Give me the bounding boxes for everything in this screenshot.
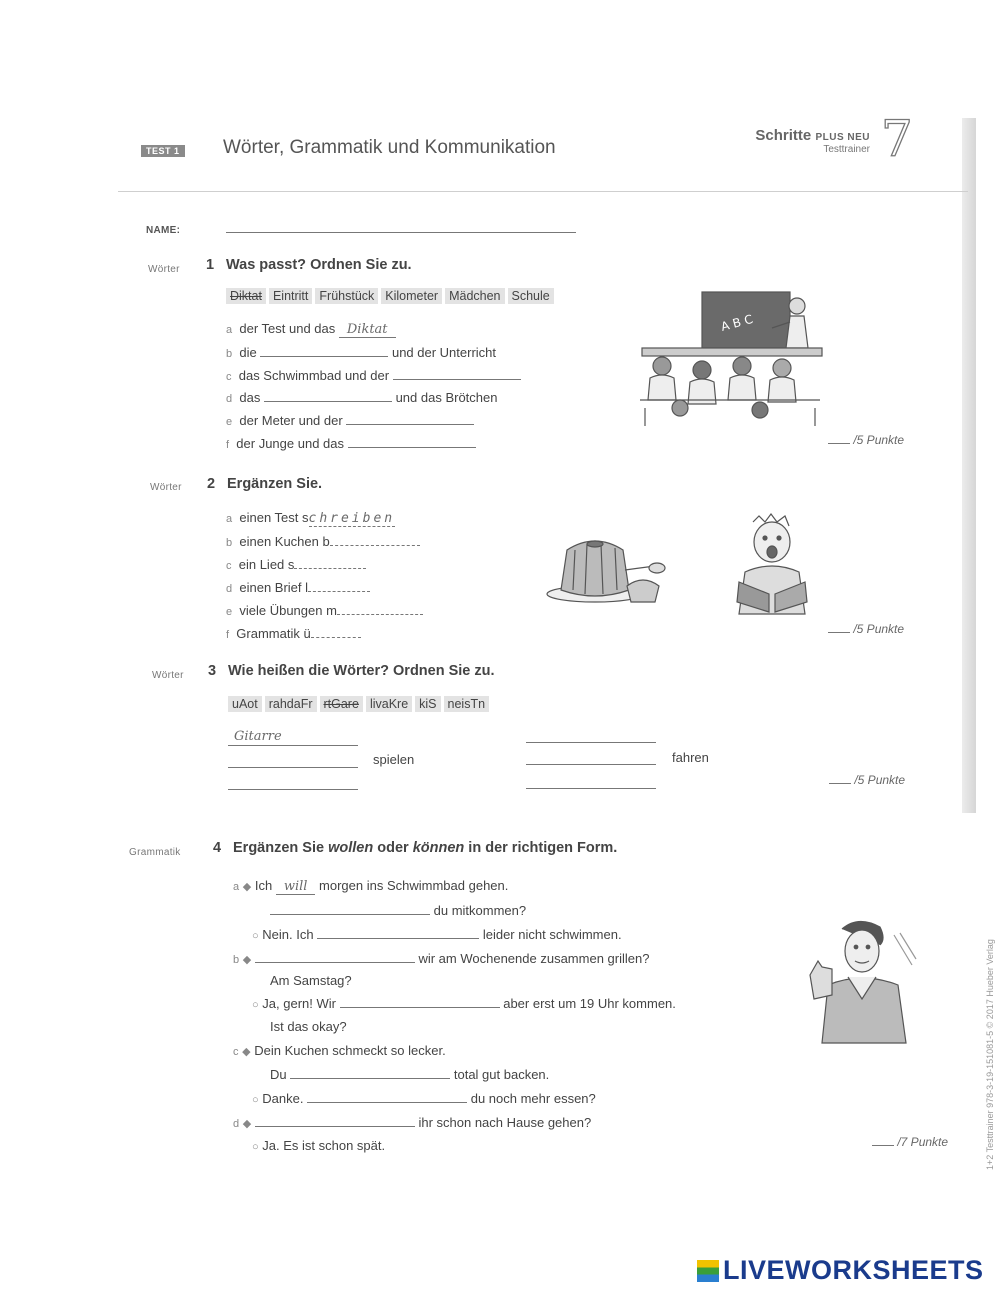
diamond-icon: ◆ (242, 954, 252, 966)
ex1-score-field[interactable] (828, 433, 850, 444)
ex1-blank-e[interactable] (346, 412, 474, 425)
ex4-number: 4 (213, 840, 222, 856)
ex3-blank-5[interactable] (526, 752, 656, 765)
ex3-right-label: fahren (672, 750, 709, 765)
name-label: NAME: (146, 225, 181, 236)
ex3-answer-1[interactable]: Gitarre (228, 727, 358, 746)
ex4-a3: ○ Nein. Ich leider nicht schwimmen. (252, 927, 622, 942)
name-field[interactable] (226, 220, 576, 233)
ex2-item-d: d einen Brief l (226, 579, 370, 595)
page-title: Wörter, Grammatik und Kommunikation (223, 137, 556, 158)
svg-text:A B C: A B C (719, 311, 755, 334)
liveworksheets-logo-icon (697, 1260, 719, 1282)
ex4-blank-c3[interactable] (307, 1090, 467, 1103)
ex1-blank-d[interactable] (264, 389, 392, 402)
ex1-item-a: a der Test und das Diktat (226, 321, 396, 337)
diamond-icon: ◆ (242, 881, 252, 893)
ex4-c1: c ◆ Dein Kuchen schmeckt so lecker. (233, 1043, 446, 1058)
ex2-item-e: e viele Übungen m (226, 602, 423, 618)
ex1-answer-a: Diktat (339, 322, 396, 338)
ex4-b3: ○ Ja, gern! Wir aber erst um 19 Uhr kommen. (252, 996, 676, 1011)
ex2-points: /5 Punkte (828, 622, 904, 636)
ex2-blank-f[interactable] (311, 625, 361, 638)
ex4-blank-a2[interactable] (270, 902, 430, 915)
copyright-side-text: 1+2 Testtrainer 978-3-19-151081-5 © 2017 Hueber Verlag (985, 939, 995, 1170)
singing-boy-icon (737, 514, 807, 614)
ex1-word-bank (226, 287, 557, 305)
ex1-blank-b[interactable] (260, 344, 388, 357)
ex4-b4: Ist das okay? (270, 1019, 347, 1034)
word-chip: Diktat (226, 288, 266, 304)
word-chip: Kilometer (381, 288, 442, 304)
word-chip: Schule (508, 288, 554, 304)
brand-small: PLUS NEU (815, 132, 870, 143)
brand-name: Schritte (755, 127, 812, 144)
ex2-blank-d[interactable] (308, 579, 370, 592)
ex3-left-label: spielen (373, 752, 415, 767)
ex3-number: 3 (208, 663, 217, 679)
thumbs-up-man-icon (810, 921, 916, 1043)
ex3-word-bank (228, 695, 492, 713)
word-chip: uAot (228, 696, 262, 712)
ex2-item-a: a einen Test schreiben (226, 510, 396, 526)
ex1-side-label: Wörter (148, 264, 180, 275)
circle-icon: ○ (252, 999, 259, 1011)
ex3-blank-6[interactable] (526, 776, 656, 789)
ex3-blank-4[interactable] (526, 730, 656, 743)
ex4-blank-d1[interactable] (255, 1114, 415, 1127)
ex4-points: /7 Punkte (872, 1135, 948, 1149)
ex2-number: 2 (207, 476, 216, 492)
ex1-item-c: c das Schwimmbad und der (226, 367, 521, 383)
ex3-blank-3[interactable] (228, 777, 358, 790)
brand-sub: Testtrainer (823, 144, 870, 155)
word-chip: kiS (415, 696, 440, 712)
ex1-number: 1 (206, 257, 215, 273)
word-chip: neisTn (444, 696, 490, 712)
ex4-a2: du mitkommen? (270, 902, 526, 918)
ex1-item-b: b die und der Unterricht (226, 345, 497, 360)
ex1-title: Was passt? Ordnen Sie zu. (226, 257, 412, 273)
ex1-item-f: f der Junge und das (226, 435, 476, 451)
ex3-side-label: Wörter (152, 670, 184, 681)
ex2-title: Ergänzen Sie. (227, 476, 323, 492)
diamond-icon: ◆ (242, 1118, 252, 1130)
ex4-c3: ○ Danke. du noch mehr essen? (252, 1091, 596, 1106)
word-chip: rahdaFr (265, 696, 317, 712)
ex4-blank-b3[interactable] (340, 995, 500, 1008)
ex2-blank-e[interactable] (337, 602, 423, 615)
cake-icon (547, 541, 665, 602)
liveworksheets-logo (697, 1255, 984, 1286)
ex3-blank-2[interactable] (228, 755, 358, 768)
page-edge-shadow (962, 118, 976, 813)
classroom-illustration-icon (640, 292, 822, 426)
ex4-blank-a3[interactable] (317, 926, 479, 939)
singing-boy-illustration (725, 512, 825, 617)
word-chip: livaKre (366, 696, 412, 712)
ex4-d2: ○ Ja. Es ist schon spät. (252, 1138, 386, 1153)
volume-number: 7 (881, 110, 913, 168)
ex2-item-c: c ein Lied s (226, 556, 366, 572)
ex4-title: Ergänzen Sie wollen oder können in der richtigen Form. (233, 840, 618, 856)
thumbs-up-man-illustration (808, 915, 920, 1045)
circle-icon: ○ (252, 1094, 259, 1106)
ex1-blank-c[interactable] (393, 367, 521, 380)
brand-block (736, 127, 870, 155)
ex1-item-d: d das und das Brötchen (226, 390, 498, 405)
word-chip: Mädchen (445, 288, 504, 304)
word-chip: rtGare (320, 696, 363, 712)
ex3-score-field[interactable] (829, 773, 851, 784)
ex3-title: Wie heißen die Wörter? Ordnen Sie zu. (228, 663, 495, 679)
classroom-illustration (640, 288, 825, 428)
ex4-score-field[interactable] (872, 1135, 894, 1146)
ex2-score-field[interactable] (828, 622, 850, 633)
diamond-icon: ◆ (242, 1046, 251, 1058)
test-badge: TEST 1 (141, 145, 185, 157)
logo-text: LIVEWORKSHEETS (723, 1255, 984, 1285)
ex1-blank-f[interactable] (348, 435, 476, 448)
ex4-blank-b1[interactable] (255, 950, 415, 963)
ex3-points: /5 Punkte (829, 773, 905, 787)
circle-icon: ○ (252, 930, 259, 942)
ex2-answer-a: chreiben (308, 511, 396, 526)
ex4-d1: d ◆ ihr schon nach Hause gehen? (233, 1115, 592, 1130)
ex4-a1: a ◆ Ich will morgen ins Schwimmbad gehen. (233, 878, 509, 894)
ex2-item-f: f Grammatik ü (226, 625, 361, 641)
circle-icon: ○ (252, 1141, 259, 1153)
ex4-c2: Du total gut backen. (270, 1067, 550, 1082)
ex1-points: /5 Punkte (828, 433, 904, 447)
word-chip: Frühstück (315, 288, 378, 304)
ex4-b2: Am Samstag? (270, 973, 352, 988)
ex4-blank-c2[interactable] (290, 1066, 450, 1079)
header-divider (118, 191, 968, 192)
word-chip: Eintritt (269, 288, 312, 304)
ex2-blank-c[interactable] (294, 556, 366, 569)
ex4-side-label: Grammatik (129, 847, 181, 858)
cake-illustration (545, 530, 670, 605)
ex2-item-b: b einen Kuchen b (226, 533, 420, 549)
ex4-b1: b ◆ wir am Wochenende zusammen grillen? (233, 951, 650, 966)
ex4-answer-a1: will (276, 879, 316, 895)
ex1-item-e: e der Meter und der (226, 412, 474, 428)
ex2-side-label: Wörter (150, 482, 182, 493)
ex2-blank-b[interactable] (330, 533, 420, 546)
